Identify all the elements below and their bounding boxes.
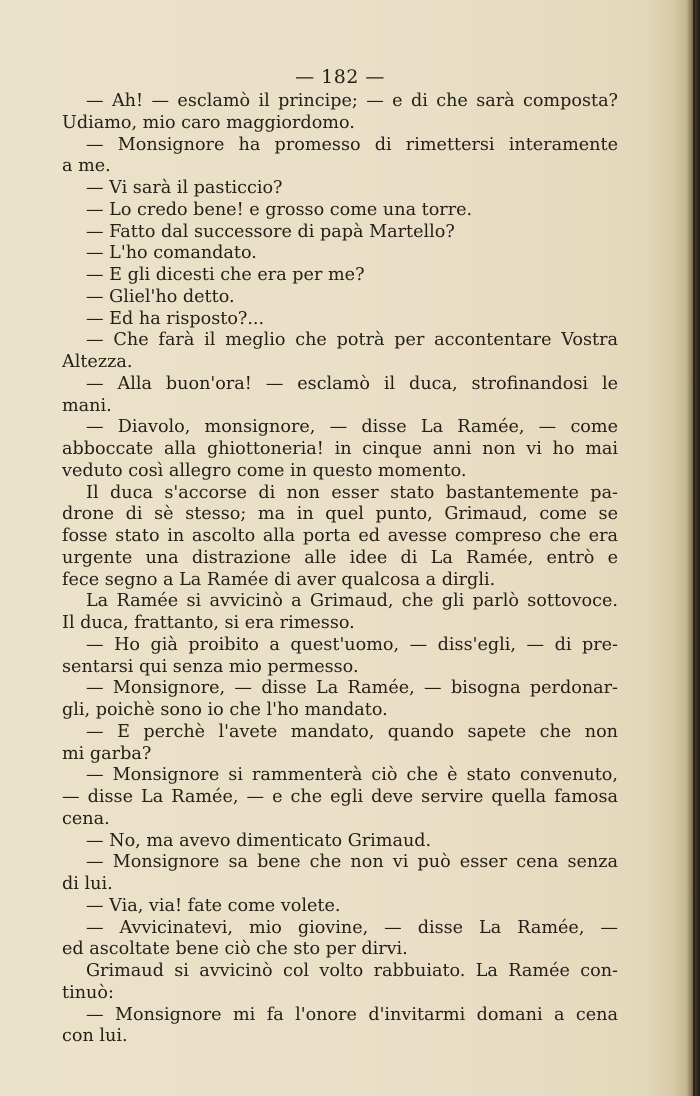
text-line: Grimaud si avvicinò col volto rabbuiato. La Ramée con-	[86, 961, 618, 981]
text-line: a me.	[62, 156, 111, 177]
text-line: — Avvicinatevi, mio giovine, — disse La Ramée, —	[86, 917, 618, 938]
text-line: — disse La Ramée, — e che egli deve servire quella famosa	[62, 787, 618, 807]
text-line: urgente una distrazione alle idee di La Ramée, entrò e	[62, 547, 618, 568]
text-line: abboccate alla ghiottoneria! in cinque anni non vi ho mai	[62, 439, 618, 459]
page-number: — 182 —	[295, 66, 385, 88]
text-line: drone di sè stesso; ma in quel punto, Grimaud, come se	[62, 504, 618, 525]
text-line: — Monsignore, — disse La Ramée, — bisogna perdonar-	[86, 678, 618, 699]
text-line: cena.	[62, 808, 110, 829]
text-line: — Ho già proibito a quest'uomo, — diss'egli, — di pre-	[86, 634, 618, 655]
text-line: — E gli dicesti che era per me?	[86, 265, 365, 285]
text-line: fosse stato in ascolto alla porta ed avesse compreso che era	[62, 526, 618, 546]
text-line: fece segno a La Ramée di aver qualcosa a dirgli.	[62, 569, 496, 590]
text-line: — Monsignore si rammenterà ciò che è stato convenuto,	[86, 765, 618, 786]
text-line: — E perchè l'avete mandato, quando sapete che non	[86, 721, 618, 742]
text-line: La Ramée si avvicinò a Grimaud, che gli parlò sottovoce.	[86, 591, 618, 612]
text-line: sentarsi qui senza mio permesso.	[62, 656, 359, 677]
text-line: — Gliel'ho detto.	[86, 286, 235, 307]
text-line: veduto così allegro come in questo momento.	[62, 460, 467, 481]
text-line: — Monsignore sa bene che non vi può esser cena senza	[86, 852, 618, 873]
text-line: — Monsignore ha promesso di rimettersi interamente	[86, 134, 618, 155]
text-line: — L'ho comandato.	[86, 243, 257, 264]
text-line: Il duca, frattanto, si era rimesso.	[62, 613, 355, 633]
text-line: — Via, via! fate come volete.	[86, 895, 341, 916]
body-text	[62, 91, 618, 1048]
text-line: — Diavolo, monsignore, — disse La Ramée, — come	[86, 417, 618, 438]
text-line: — Ah! — esclamò il principe; — e di che sarà composta?	[86, 91, 618, 111]
text-line: — Vi sarà il pasticcio?	[86, 178, 283, 198]
text-line: con lui.	[62, 1026, 128, 1047]
text-line: — Alla buon'ora! — esclamò il duca, strofinandosi le	[86, 373, 618, 394]
text-line: — Lo credo bene! e grosso come una torre.	[86, 199, 473, 220]
text-line: tinuò:	[62, 982, 114, 1003]
text-line: mi garba?	[62, 743, 152, 764]
text-line: mani.	[62, 395, 112, 416]
text-line: — Che farà il meglio che potrà per accontentare Vostra	[86, 330, 618, 351]
binding-edge-line	[693, 0, 695, 1096]
text-line: Altezza.	[62, 352, 133, 372]
text-line: Il duca s'accorse di non esser stato bastantemente pa-	[86, 482, 618, 503]
text-line: — Fatto dal successore di papà Martello?	[86, 221, 455, 242]
text-line: — Ed ha risposto?...	[86, 308, 265, 329]
text-line: — No, ma avevo dimenticato Grimaud.	[86, 830, 432, 851]
text-line: ed ascoltate bene ciò che sto per dirvi.	[62, 939, 408, 960]
text-line: — Monsignore mi fa l'onore d'invitarmi domani a cena	[86, 1004, 618, 1025]
text-line: gli, poichè sono io che l'ho mandato.	[62, 700, 388, 720]
text-line: Udiamo, mio caro maggiordomo.	[62, 112, 355, 133]
text-line: di lui.	[62, 874, 113, 894]
